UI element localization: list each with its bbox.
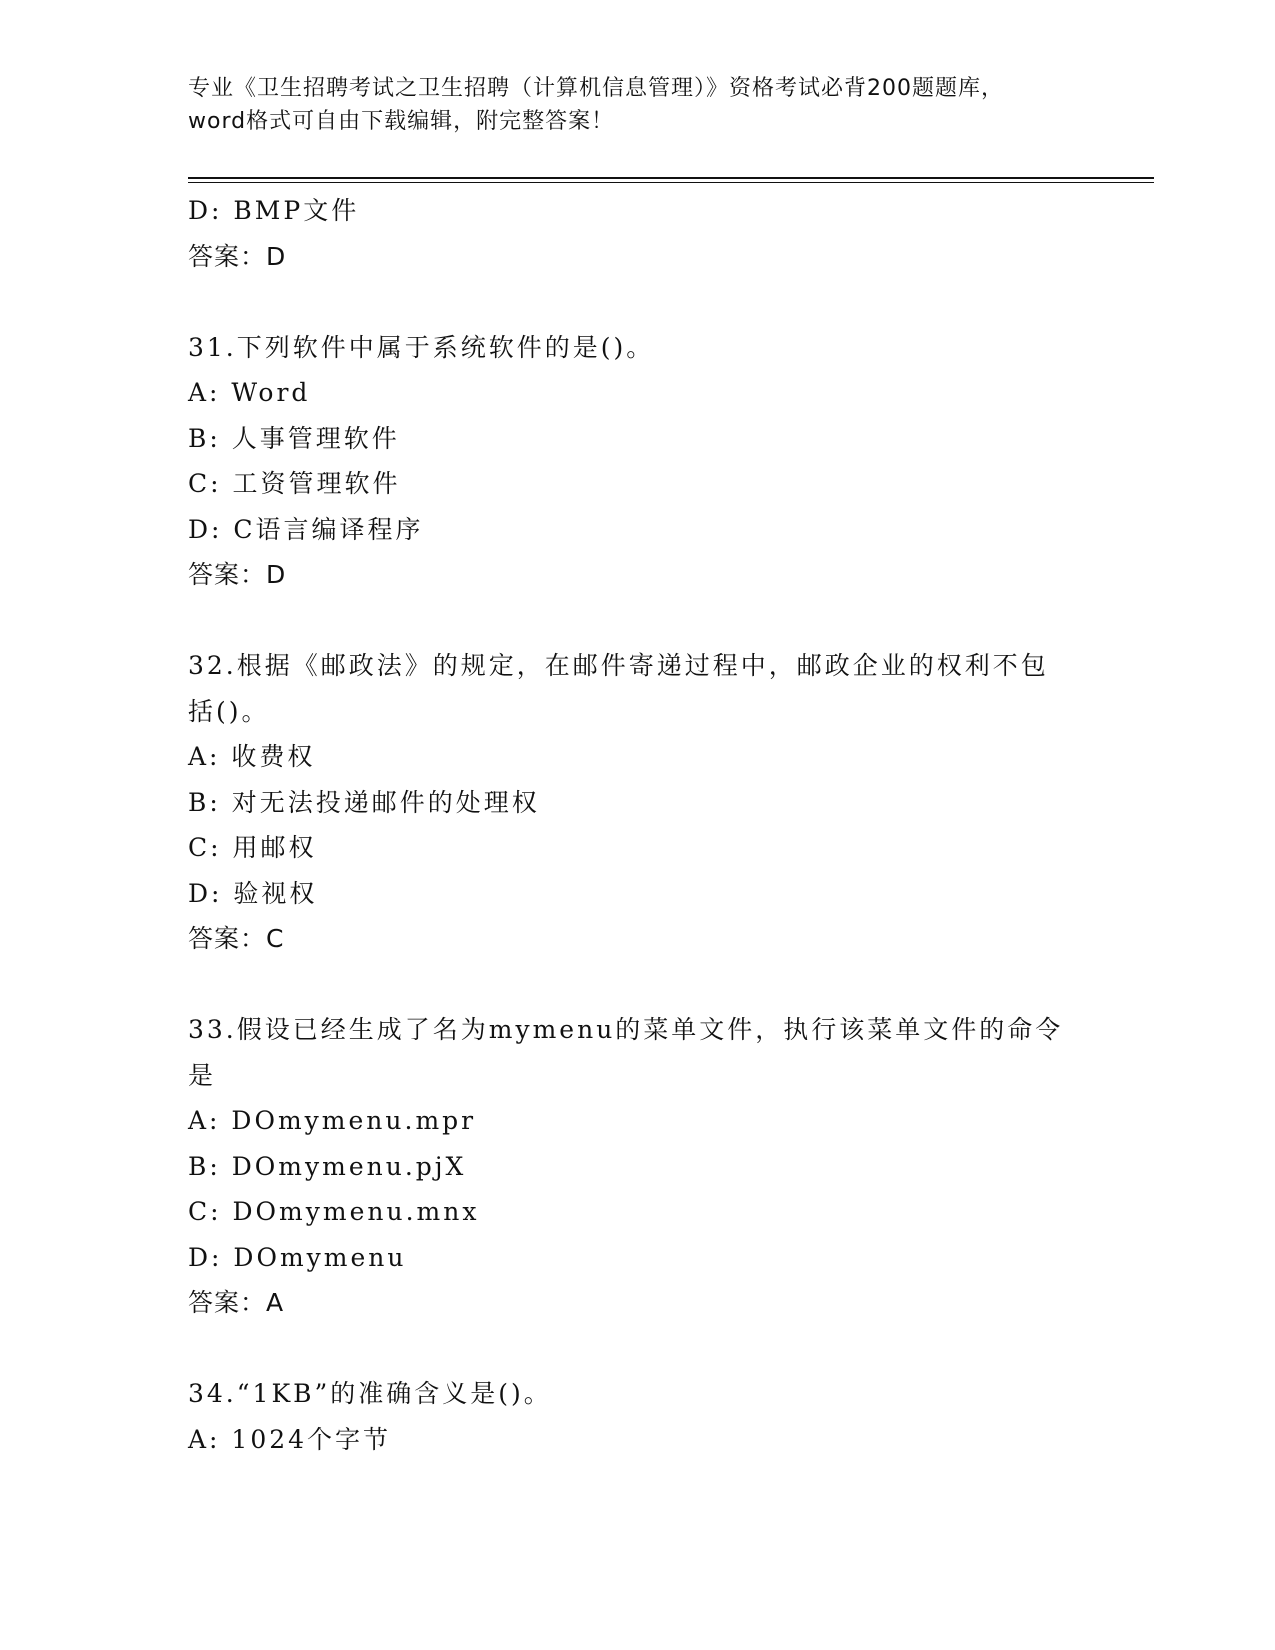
question-33-option-d: D: DOmymenu <box>188 1242 407 1272</box>
question-31-option-c: C: 工资管理软件 <box>188 469 401 498</box>
question-31-answer: 答案：D <box>188 560 287 589</box>
question-33-option-a: A: DOmymenu.mpr <box>188 1106 477 1135</box>
spacer <box>188 598 1088 644</box>
question-32-answer: 答案：C <box>188 924 285 953</box>
question-33-stem: 33.假设已经生成了名为mymenu的菜单文件，执行该菜单文件的命令是 <box>188 1015 1064 1090</box>
header-line-2: word格式可自由下载编辑，附完整答案！ <box>188 109 615 134</box>
prev-answer: 答案：D <box>188 241 287 271</box>
question-32-option-b: B: 对无法投递邮件的处理权 <box>188 787 540 817</box>
question-31-option-a: A: Word <box>188 378 311 407</box>
question-32-option-c: C: 用邮权 <box>188 833 317 862</box>
question-32-stem: 32.根据《邮政法》的规定，在邮件寄递过程中，邮政企业的权利不包括()。 <box>188 651 1049 726</box>
question-31-option-b: B: 人事管理软件 <box>188 423 400 453</box>
prev-option-d: D: BMP文件 <box>188 196 360 225</box>
header-divider <box>188 177 1154 183</box>
question-34-option-a: A: 1024个字节 <box>188 1424 392 1454</box>
question-31-stem: 31.下列软件中属于系统软件的是()。 <box>188 332 655 362</box>
question-31-option-d: D: C语言编译程序 <box>188 514 424 544</box>
question-32-option-d: D: 验视权 <box>188 878 318 908</box>
question-33-option-b: B: DOmymenu.pjX <box>188 1151 467 1181</box>
question-34-stem: 34.“1KB”的准确含义是()。 <box>188 1379 552 1408</box>
question-33-answer: 答案：A <box>188 1288 285 1317</box>
question-33-option-c: C: DOmymenu.mnx <box>188 1197 480 1226</box>
document-header <box>188 72 1088 138</box>
question-list <box>188 188 1088 1462</box>
spacer <box>188 279 1088 325</box>
spacer <box>188 962 1088 1008</box>
header-line-1: 专业《卫生招聘考试之卫生招聘（计算机信息管理）》资格考试必背200题题库， <box>188 76 1004 101</box>
question-32-option-a: A: 收费权 <box>188 742 316 771</box>
spacer <box>188 1326 1088 1372</box>
